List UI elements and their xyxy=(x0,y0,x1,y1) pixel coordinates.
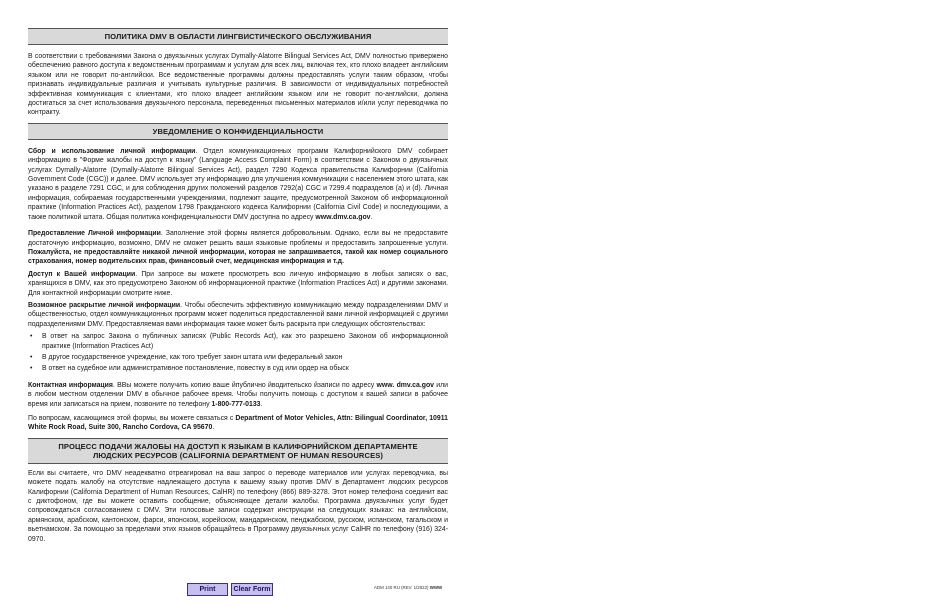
contact-paragraph xyxy=(28,381,448,409)
questions-text: По вопросам, касающимся этой формы, вы можете связаться с xyxy=(28,415,236,422)
contact-text-1: . ВВы можете получить копию ваше йпублично йводительско йзаписи по адресу xyxy=(112,381,377,389)
form-code-text: ADM 140 RU (REV. 1/2022) xyxy=(374,585,429,590)
contact-phone: 1-800-777-0133 xyxy=(211,400,261,408)
disclosure-paragraph xyxy=(28,301,448,329)
access-label: Доступ к Вашей информации xyxy=(28,270,136,278)
access-paragraph xyxy=(28,270,448,298)
complaint-header-line-1: ПРОЦЕСС ПОДАЧИ ЖАЛОБЫ НА ДОСТУП К ЯЗЫКАМ В КАЛИФОРНИЙСКОМ ДЕПАРТАМЕНТЕ xyxy=(58,441,418,451)
collection-text: . Отдел коммуникационных программ Калифорнийского DMV собирает информацию в "Форме жалобы на доступ к языку" (Language Access Complaint Form) в соответствии с Законом о двуязычных услугах Dymally-Alatorre (Dymally-Alatorre Bilingual Services Act), раздел 7290 Кодекса правительства Калифорнии (California Government Code (CGC)) и далее. DMV использует эту информацию для улучшения коммуникации с населением этого штата, как указано в разделе 7291 CGC, и для соблюдения других положений разделов 7292(a) CGC и 7299.4 подразделов (a) и (d). Личная информация, собираемая государственными учреждениями, подлежит защите, предусмотренной Законом об информационной практике (Information Practices Act), разделом 1798 Гражданского кодекса Калифорнии (California Civil Code) и последующими, а также политикой штата. Общая политика конфиденциальности DMV доступна по адресу xyxy=(28,147,448,221)
collection-end: . xyxy=(370,213,373,221)
complaint-header xyxy=(28,438,448,464)
contact-text-2: или в любом местном отделении DMV в обычное рабочее время. Чтобы получить помощь с доступом к вашей записи в рабочее время или записаться на прием, позвоните по телефону xyxy=(28,381,448,408)
collection-url: www.dmv.ca.gov xyxy=(315,213,371,221)
provision-paragraph xyxy=(28,229,448,267)
provision-bold: Пожалуйста, не предоставляйте никакой личной информации, которая не запрашивается, такой как номер социального страхования, номер водительских прав, финансовый счет, медицинская информация и т.д. xyxy=(28,248,448,266)
disclosure-list xyxy=(28,332,448,374)
document-page xyxy=(28,28,448,544)
print-button[interactable]: Print xyxy=(187,583,228,596)
clear-form-button[interactable]: Clear Form xyxy=(231,583,273,596)
provision-label: Предоставление Личной информации xyxy=(28,230,161,238)
questions-address: Department of Motor Vehicles, Attn: Bilingual Coordinator, 10911 White Rock Road, Suite 300, Rancho Cordova, CA 95670 xyxy=(28,415,448,432)
list-item: • В ответ на судебное или административное постановление, повестку в суд или ордер на обыск xyxy=(42,364,448,373)
list-item: • В ответ на запрос Закона о публичных записях (Public Records Act), как это разрешено Законом об информационной практике (Information Practices Act) xyxy=(42,332,448,351)
complaint-header-line-2: ЛЮДСКИХ РЕСУРСОВ (CALIFORNIA DEPARTMENT OF HUMAN RESOURCES) xyxy=(92,450,384,460)
form-code-suffix: WWW xyxy=(429,585,443,590)
lang-policy-header: ПОЛИТИКА DMV В ОБЛАСТИ ЛИНГВИСТИЧЕСКОГО ОБСЛУЖИВАНИЯ xyxy=(28,28,448,45)
disclosure-text: . Чтобы обеспечить эффективную коммуникацию между подразделениями DMV и общественностью, отдел коммуникационных программ может поделиться предоставленной вами личной информацией с другими подразделениями DMV. Предоставляемая вами информация также может быть раскрыта при следующих обстоятельствах: xyxy=(28,301,448,328)
lang-policy-text: В соответствии с требованиями Закона о двуязычных услугах Dymally-Alatorre Bilingual Services Act, DMV полностью привержено обеспечению равного доступа к ведомственным программам и услугам для всех лиц, включая тех, кто плохо владеет английским языком или не говорит по-английски. Все ведомственные программы должны предоставлять услуги таким образом, чтобы признавать индивидуальные различия и учитывать культурные различия. В зависимости от индивидуальных потребностей эффективная коммуникация с клиентами, кто плохо владеет английским языком или не говорит по-английски, должна достигаться за счет использования двуязычного персонала, переведенных письменных материалов и/или услуг переводчика по контракту. xyxy=(28,53,448,117)
privacy-header: УВЕДОМЛЕНИЕ О КОНФИДЕНЦИАЛЬНОСТИ xyxy=(28,123,448,140)
collection-paragraph xyxy=(28,147,448,222)
provision-text: . Заполнение этой формы является добровольным. Однако, если вы не предоставите достаточную информацию, возможно, DMV не сможет решить ваши языковые проблемы и предоставить запрошенные услуги. xyxy=(28,230,448,247)
contact-label: Контактная информация xyxy=(28,381,113,389)
collection-label: Сбор и использование личной информации xyxy=(28,147,196,155)
questions-paragraph xyxy=(28,414,448,433)
questions-end: . xyxy=(212,424,215,432)
complaint-text: Если вы считаете, что DMV неадекватно отреагировал на ваш запрос о переводе материалов или услугах переводчика, вы можете подать жалобу на отсутствие надлежащего доступа к вашему языку против DMV в Департамент людских ресурсов Калифорнии (California Department of Human Resources, CalHR) по телефону (866) 889-3278. Этот номер телефона соединит вас с диктофоном, где вы можете оставить сообщение, объясняющее детали жалобы. Программа двуязычных услуг будет сопровождаться согласованием с DMV. Эти голосовые записи содержат инструкции на следующих языках: на английском, армянском, арабском, кантонском, фарси, японском, корейском, мандаринском, пенджабском, русском, испанском, тагальском и вьетнамском. За помощью за пределами этих языков обращайтесь в Программу двуязычных услуг CalHR по телефону (916) 324-0970. xyxy=(28,469,448,543)
form-buttons xyxy=(187,583,273,596)
contact-end: . xyxy=(260,400,263,408)
contact-url: www. dmv.ca.gov xyxy=(376,381,434,389)
access-text: . При запросе вы можете просмотреть всю личную информацию в любых записях о вас, хранящихся в DMV, как это предусмотрено Законом об информационной практике (Information Practices Act) и другими законами. Для контактной информации смотрите ниже. xyxy=(28,270,448,297)
disclosure-label: Возможное раскрытие личной информации xyxy=(28,301,181,309)
form-code xyxy=(374,585,442,590)
list-item: • В другое государственное учреждение, как того требует закон штата или федеральный закон xyxy=(42,353,448,362)
